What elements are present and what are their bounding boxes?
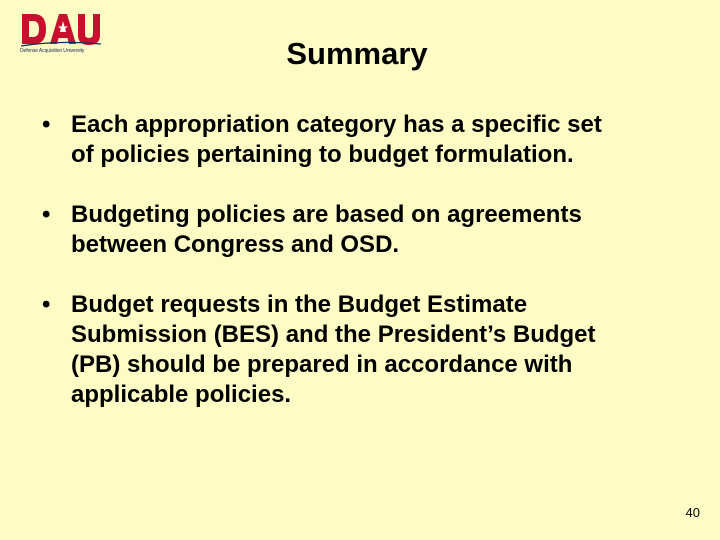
- bullet-marker: •: [42, 291, 51, 318]
- bullet-item: [40, 200, 700, 260]
- dau-logo: [20, 10, 102, 56]
- bullet-item: [40, 290, 700, 410]
- bullet-marker: •: [42, 111, 51, 138]
- bullet-marker: •: [42, 201, 51, 228]
- bullet-item: [40, 110, 700, 170]
- bullet-line: applicable policies.: [71, 381, 292, 408]
- slide-title: Summary: [286, 36, 428, 71]
- bullet-line: Budgeting policies are based on agreements: [71, 201, 582, 228]
- dau-logo-mark: [20, 10, 102, 48]
- bullet-list: [40, 110, 700, 410]
- bullet-line: Each appropriation category has a specific set: [71, 111, 602, 138]
- bullet-line: (PB) should be prepared in accordance with: [71, 351, 573, 378]
- bullet-line: Budget requests in the Budget Estimate: [71, 291, 528, 318]
- page-number: 40: [685, 505, 700, 520]
- bullet-line: Submission (BES) and the President’s Budget: [71, 321, 596, 348]
- logo-caption: Defense Acquisition University: [20, 48, 85, 54]
- bullet-line: between Congress and OSD.: [71, 231, 400, 258]
- bullet-line: of policies pertaining to budget formulation.: [71, 141, 574, 168]
